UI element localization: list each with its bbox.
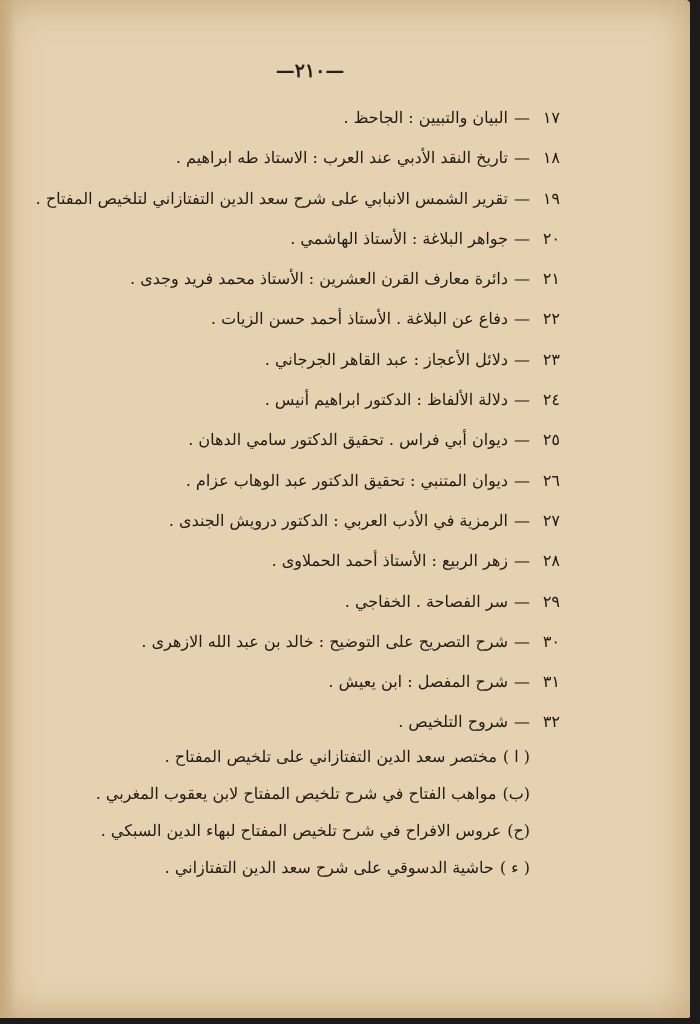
list-item (60, 98, 560, 138)
item-text: البيان والتبيين : الجاحظ . (343, 108, 508, 127)
list-item (60, 340, 560, 380)
item-dash: — (514, 349, 530, 369)
list-item (60, 299, 560, 339)
item-number: ٢٦ (542, 470, 560, 490)
item-dash: — (514, 269, 530, 289)
list-item (60, 461, 560, 501)
item-dash: — (514, 631, 530, 651)
list-item (60, 380, 560, 420)
sub-item-mark: ( ا ) (502, 747, 530, 766)
list-item (60, 702, 560, 742)
item-dash: — (514, 672, 530, 692)
item-number: ٢١ (542, 269, 560, 289)
item-number: ٣٠ (542, 631, 560, 651)
item-dash: — (514, 430, 530, 450)
item-number: ٢٢ (542, 309, 560, 329)
list-item (35, 179, 560, 219)
sub-item-text: حاشية الدسوقي على شرح سعد الدين التفتازاني . (164, 858, 494, 877)
item-number: ١٨ (542, 148, 560, 168)
item-dash: — (514, 470, 530, 490)
list-item (60, 622, 560, 662)
item-text: تقرير الشمس الانبابي على شرح سعد الدين التفتازاني لتلخيص المفتاح . (35, 188, 508, 208)
item-dash: — (514, 390, 530, 410)
item-number: ٢٧ (542, 510, 560, 530)
sub-item (60, 775, 530, 812)
bibliography-sublist (60, 738, 530, 886)
sub-item (60, 812, 530, 849)
item-text: دلائل الأعجاز : عبد القاهر الجرجاني . (264, 349, 508, 369)
list-item (60, 420, 560, 460)
item-dash: — (514, 148, 530, 168)
item-text: تاريخ النقد الأدبي عند العرب : الاستاذ طه ابراهيم . (175, 148, 508, 168)
list-item (60, 259, 560, 299)
sub-item (60, 738, 530, 775)
item-dash: — (514, 591, 530, 611)
item-dash: — (514, 551, 530, 571)
item-dash: — (514, 510, 530, 530)
bibliography-list (35, 98, 560, 743)
sub-item-text: مختصر سعد الدين التفتازاني على تلخيص المفتاح . (164, 747, 497, 766)
page-edge-shadow (0, 0, 16, 1018)
sub-item-text: مواهب الفتاح في شرح تلخيص المفتاح لابن يعقوب المغربي . (95, 784, 497, 803)
item-text: جواهر البلاغة : الأستاذ الهاشمي . (290, 228, 508, 248)
item-number: ١٩ (542, 188, 560, 208)
item-number: ٢٨ (542, 551, 560, 571)
item-text: ديوان أبي فراس . تحقيق الدكتور سامي الدهان . (188, 430, 508, 450)
item-text: سر الفصاحة . الخفاجي . (344, 591, 508, 611)
item-number: ٢٣ (542, 349, 560, 369)
list-item (60, 541, 560, 581)
item-dash: — (514, 712, 530, 732)
list-item (60, 662, 560, 702)
sub-item (60, 849, 530, 886)
item-number: ٣١ (542, 672, 560, 692)
item-text: شرح التصريح على التوضيح : خالد بن عبد الله الازهرى . (141, 631, 508, 651)
item-text: دلالة الألفاظ : الدكتور ابراهيم أنيس . (264, 390, 508, 410)
item-dash: — (514, 228, 530, 248)
item-text: الرمزية في الأدب العربي : الدكتور درويش الجندى . (168, 510, 508, 530)
list-item (60, 582, 560, 622)
item-text: شرح المفصل : ابن يعيش . (328, 672, 508, 692)
item-dash: — (514, 108, 530, 127)
item-text: ديوان المتنبي : تحقيق الدكتور عبد الوهاب عزام . (185, 470, 508, 490)
sub-item-mark: (ب) (502, 784, 530, 803)
list-item (60, 219, 560, 259)
sub-item-mark: (ح) (507, 821, 530, 840)
item-dash: — (514, 309, 530, 329)
item-number: ٢٩ (542, 591, 560, 611)
item-text: زهر الربيع : الأستاذ أحمد الحملاوى . (271, 551, 508, 571)
item-number: ٢٥ (542, 430, 560, 450)
item-text: دائرة معارف القرن العشرين : الأستاذ محمد فريد وجدى . (130, 269, 508, 289)
list-item (60, 138, 560, 178)
list-item (60, 501, 560, 541)
item-number: ١٧ (542, 108, 560, 127)
sub-item-text: عروس الافراح في شرح تلخيص المفتاح لبهاء الدين السبكي . (100, 821, 502, 840)
sub-item-mark: ( ء ) (499, 858, 530, 877)
item-text: شروح التلخيص . (398, 712, 508, 732)
item-number: ٢٤ (542, 390, 560, 410)
item-number: ٣٢ (542, 712, 560, 732)
page-number: —٢١٠— (275, 60, 345, 82)
item-number: ٢٠ (542, 228, 560, 248)
item-dash: — (514, 188, 530, 208)
item-text: دفاع عن البلاغة . الأستاذ أحمد حسن الزيات . (210, 309, 508, 329)
